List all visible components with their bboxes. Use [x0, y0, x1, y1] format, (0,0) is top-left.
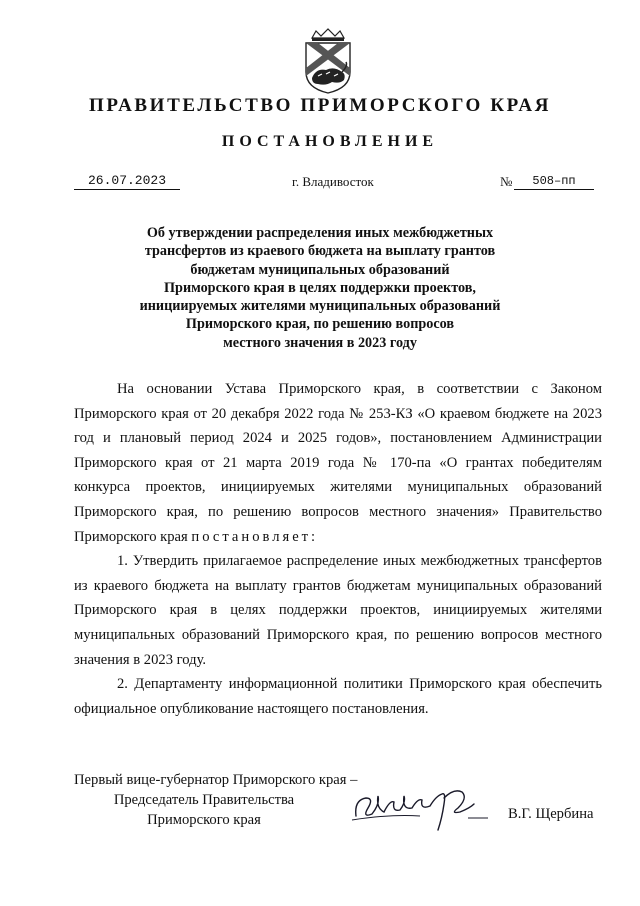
position-line: Председатель Правительства	[113, 792, 295, 808]
preamble-text: На основании Устава Приморского края, в соответствии с Законом Приморского края от 20 декабря 2022 года № 253-КЗ «О краевом бюджете на 2023 год и плановый период 2024 и 2025 годов», постановлением Администрации Приморского края от 21 марта 2019 года № 170-па «О грантах победителям конкурса проектов, инициируемых жителями муниципальных образований Приморского края, по решению вопросов местного значения» Правительство Приморского края	[74, 381, 602, 545]
subject-line: инициируемых жителями муниципальных образований	[139, 298, 501, 315]
subject-line: Приморского края, по решению вопросов	[185, 316, 455, 333]
document-type: ПОСТАНОВЛЕНИЕ	[221, 133, 439, 150]
coat-of-arms-icon	[298, 28, 358, 94]
document-date: 26.07.2023	[74, 173, 180, 190]
document-subject	[100, 224, 540, 352]
subject-line: Об утверждении распределения иных межбюджетных	[146, 225, 494, 241]
document-city: г. Владивосток	[292, 174, 374, 189]
signatory-position	[74, 770, 358, 830]
document-number: 508–пп	[514, 173, 594, 190]
position-line: Приморского края	[147, 812, 261, 828]
signatory-name: В.Г. Щербина	[508, 806, 594, 822]
number-label: №	[500, 174, 513, 189]
subject-line: Приморского края в целях поддержки проектов,	[164, 279, 476, 296]
position-line: Первый вице-губернатор Приморского края –	[74, 772, 358, 788]
preamble-paragraph	[74, 377, 602, 549]
subject-line: трансфертов из краевого бюджета на выплату грантов	[144, 243, 496, 260]
subject-line: местного значения в 2023 году	[223, 334, 417, 351]
document-body	[74, 377, 602, 721]
resolves-word: постановляет:	[191, 528, 319, 545]
government-title: ПРАВИТЕЛЬСТВО ПРИМОРСКОГО КРАЯ	[88, 95, 552, 116]
item-1-paragraph: 1. Утвердить прилагаемое распределение иных межбюджетных трансфертов из краевого бюджета на выплату грантов бюджетам муниципальных образований Приморского края в целях поддержки проектов, инициируемых жителями муниципальных образований Приморского края, по решению вопросов местного значения в 2023 году.	[74, 553, 602, 668]
item-2-paragraph: 2. Департаменту информационной политики Приморского края обеспечить официальное опубликование настоящего постановления.	[74, 676, 602, 717]
subject-line: бюджетам муниципальных образований	[190, 261, 450, 278]
handwritten-signature	[350, 778, 490, 838]
